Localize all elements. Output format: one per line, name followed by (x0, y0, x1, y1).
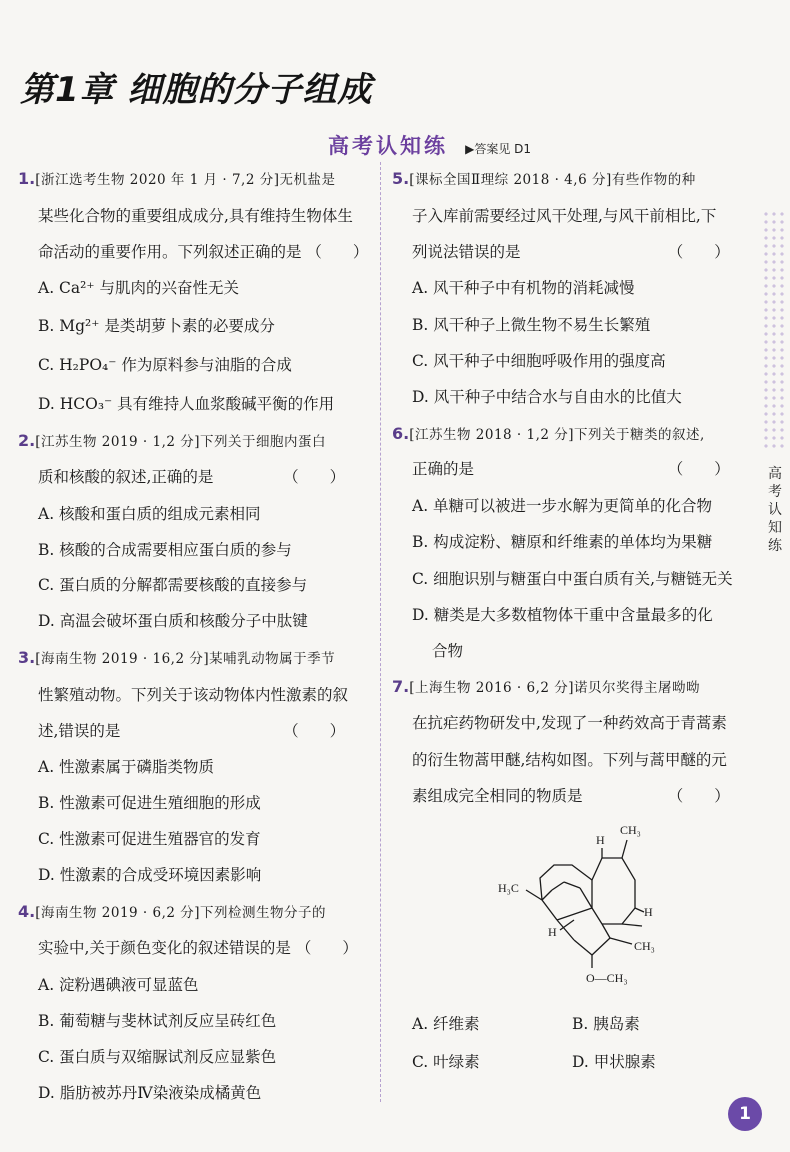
question-3-option-c[interactable]: C. 性激素可促进生殖器官的发育 (38, 830, 261, 848)
question-2-option-a[interactable]: A. 核酸和蛋白质的组成元素相同 (38, 505, 261, 523)
hydrogen-label: H (596, 833, 605, 847)
question-1-option-c[interactable]: C. H₂PO₄⁻ 作为原料参与油脂的合成 (38, 356, 292, 374)
question-3-line-3: 述,错误的是 （ ） (38, 722, 346, 740)
question-2-option-d[interactable]: D. 高温会破坏蛋白质和核酸分子中肽键 (38, 612, 308, 630)
question-2-line-2: 质和核酸的叙述,正确的是 （ ） (38, 468, 346, 486)
question-5-option-d[interactable]: D. 风干种子中结合水与自由水的比值大 (412, 388, 682, 406)
question-6-option-c[interactable]: C. 细胞识别与糖蛋白中蛋白质有关,与糖链无关 (412, 570, 733, 588)
question-1-line-2: 某些化合物的重要组成成分,具有维持生物体生 (38, 207, 353, 225)
question-3-option-a[interactable]: A. 性激素属于磷脂类物质 (38, 758, 215, 776)
question-2-option-c[interactable]: C. 蛋白质的分解都需要核酸的直接参与 (38, 576, 308, 594)
methoxy-label: O—CH₃ (586, 971, 628, 985)
question-1-line-1: 1.[浙江选考生物 2020 年 1 月 · 7,2 分]无机盐是 (18, 169, 336, 188)
methyl-top-label: CH₃ (620, 823, 641, 837)
question-number: 7. (392, 677, 410, 696)
question-7-line-2: 在抗疟药物研发中,发现了一种药效高于青蒿素 (412, 714, 727, 732)
question-number: 4. (18, 902, 36, 921)
question-3-line-2: 性繁殖动物。下列关于该动物体内性激素的叙 (38, 686, 349, 704)
ring-bond (602, 858, 635, 924)
question-number: 1. (18, 169, 36, 188)
answer-reference[interactable]: ▶答案见 D1 (465, 142, 532, 156)
question-1-option-d[interactable]: D. HCO₃⁻ 具有维持人血浆酸碱平衡的作用 (38, 395, 335, 413)
question-3-option-b[interactable]: B. 性激素可促进生殖细胞的形成 (38, 794, 261, 812)
question-5-line-1: 5.[课标全国Ⅱ理综 2018 · 4,6 分]有些作物的种 (392, 169, 696, 188)
column-divider (380, 162, 381, 1102)
question-6-option-b[interactable]: B. 构成淀粉、糖原和纤维素的单体均为果糖 (412, 533, 713, 551)
question-1-option-a[interactable]: A. Ca²⁺ 与肌肉的兴奋性无关 (38, 279, 239, 297)
question-4-option-d[interactable]: D. 脂肪被苏丹Ⅳ染液染成橘黄色 (38, 1084, 262, 1102)
question-7-line-3: 的衍生物蒿甲醚,结构如图。下列与蒿甲醚的元 (412, 751, 727, 769)
question-6-option-d-cont: 合物 (432, 642, 464, 660)
question-4-line-1: 4.[海南生物 2019 · 6,2 分]下列检测生物分子的 (18, 902, 327, 921)
section-name: 高考认知练 (328, 134, 448, 158)
question-4-option-a[interactable]: A. 淀粉遇碘液可显蓝色 (38, 976, 199, 994)
question-6-line-1: 6.[江苏生物 2018 · 1,2 分]下列关于糖类的叙述, (392, 424, 705, 443)
question-5-option-c[interactable]: C. 风干种子中细胞呼吸作用的强度高 (412, 352, 666, 370)
question-5-option-a[interactable]: A. 风干种子中有机物的消耗减慢 (412, 279, 635, 297)
question-7-line-1: 7.[上海生物 2016 · 6,2 分]诺贝尔奖得主屠呦呦 (392, 677, 701, 696)
hydrogen-label: H (644, 905, 653, 919)
side-tab-label[interactable]: 高考认知练 (768, 466, 782, 554)
question-4-line-2: 实验中,关于颜色变化的叙述错误的是 （ ） (38, 939, 358, 957)
section-header (328, 130, 531, 160)
question-number: 6. (392, 424, 410, 443)
question-6-option-d[interactable]: D. 糖类是大多数植物体干重中含量最多的化 (412, 606, 713, 624)
question-5-option-b[interactable]: B. 风干种子上微生物不易生长繁殖 (412, 316, 651, 334)
question-4-option-c[interactable]: C. 蛋白质与双缩脲试剂反应显紫色 (38, 1048, 277, 1066)
question-1-option-b[interactable]: B. Mg²⁺ 是类胡萝卜素的必要成分 (38, 317, 275, 335)
question-number: 5. (392, 169, 410, 188)
question-7-option-a[interactable]: A. 纤维素 (412, 1015, 480, 1033)
side-dot-pattern (762, 210, 788, 450)
question-2-option-b[interactable]: B. 核酸的合成需要相应蛋白质的参与 (38, 541, 292, 559)
question-5-line-3: 列说法错误的是 （ ） (412, 243, 730, 261)
question-7-line-4: 素组成完全相同的物质是 （ ） (412, 787, 730, 805)
question-number: 3. (18, 648, 36, 667)
methyl-left-label: H₃C (498, 881, 519, 895)
artemether-structure-diagram (492, 820, 692, 990)
chapter-title: 第1章 细胞的分子组成 (20, 70, 373, 110)
question-7-option-b[interactable]: B. 胰岛素 (572, 1015, 640, 1033)
question-3-line-1: 3.[海南生物 2019 · 16,2 分]某哺乳动物属于季节 (18, 648, 336, 667)
question-4-option-b[interactable]: B. 葡萄糖与斐林试剂反应呈砖红色 (38, 1012, 277, 1030)
question-2-line-1: 2.[江苏生物 2019 · 1,2 分]下列关于细胞内蛋白 (18, 431, 327, 450)
question-7-option-c[interactable]: C. 叶绿素 (412, 1053, 480, 1071)
question-1-line-3: 命活动的重要作用。下列叙述正确的是 （ ） (38, 243, 369, 261)
page-number-badge: 1 (728, 1097, 762, 1131)
hydrogen-label: H (548, 925, 557, 939)
question-6-line-2: 正确的是 （ ） (412, 460, 730, 478)
question-number: 2. (18, 431, 36, 450)
question-6-option-a[interactable]: A. 单糖可以被进一步水解为更简单的化合物 (412, 497, 713, 515)
methyl-right-label: CH₃ (634, 939, 655, 953)
question-3-option-d[interactable]: D. 性激素的合成受环境因素影响 (38, 866, 262, 884)
question-7-option-d[interactable]: D. 甲状腺素 (572, 1053, 656, 1071)
question-5-line-2: 子入库前需要经过风干处理,与风干前相比,下 (412, 207, 717, 225)
